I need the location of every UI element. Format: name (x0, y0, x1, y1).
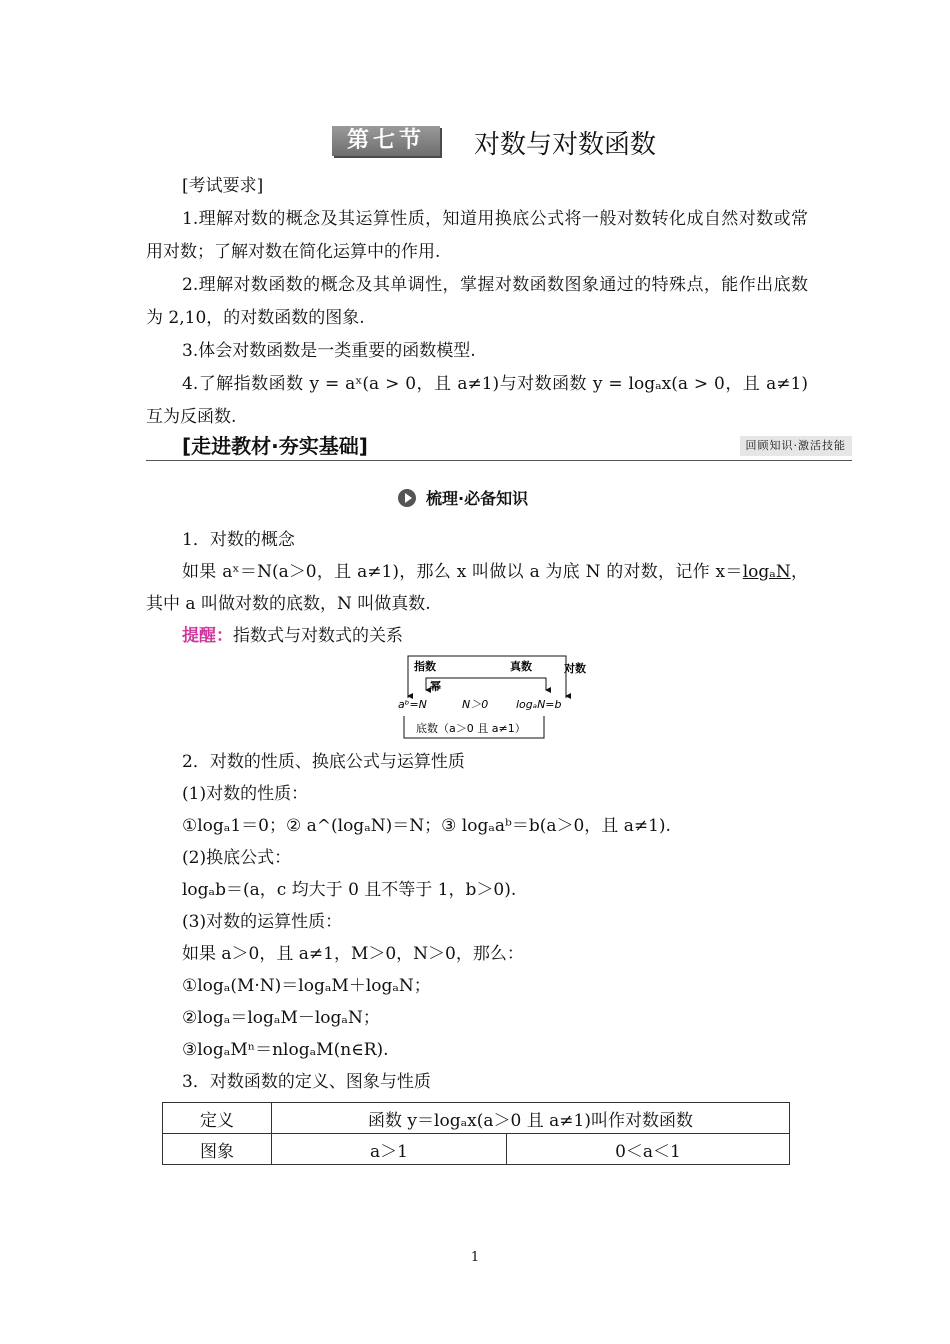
requirement-item: 2.理解对数函数的概念及其单调性，掌握对数函数图象通过的特殊点，能作出底数为 2,10，的对数函数的图象. (146, 275, 808, 328)
play-icon (398, 489, 416, 507)
concept-heading: 1．对数的概念 (182, 530, 295, 550)
section-header (146, 434, 852, 461)
properties-line: ①logₐ1＝0；② a^(logₐN)＝N；③ logₐaᵇ＝b(a＞0，且 a≠1). (182, 816, 671, 836)
hint-line (146, 620, 808, 652)
log-function-table (162, 1102, 790, 1165)
base-label: 底数（a＞0 且 a≠1） (416, 722, 526, 735)
properties-condition: 如果 a＞0，且 a≠1，M＞0，N＞0，那么： (182, 944, 524, 964)
right-formula: logₐN=b (516, 698, 562, 711)
concept-blank: logₐN (742, 562, 791, 582)
operation-rule: ③logₐMⁿ＝nlogₐM(n∈R). (182, 1040, 389, 1060)
subsection-label: 梳理·必备知识 (426, 489, 529, 508)
table-cell: 定义 (163, 1103, 272, 1134)
properties-sub2: (2)换底公式： (182, 848, 292, 868)
label-exponent: 指数 (414, 660, 436, 673)
left-formula: aᵇ=N (398, 698, 427, 711)
section-badge: 第七节 (332, 126, 440, 156)
requirement-item: 4.了解指数函数 y = aˣ(a > 0，且 a≠1)与对数函数 y = logₐx(a > 0，且 a≠1)互为反函数. (146, 374, 808, 427)
section-title: [走进教材·夯实基础] (182, 434, 368, 458)
table-row (163, 1134, 790, 1165)
functions-heading: 3．对数函数的定义、图象与性质 (182, 1072, 431, 1092)
subsection-heading (398, 486, 528, 509)
page-title: 对数与对数函数 (474, 130, 657, 160)
hint-text: 指数式与对数式的关系 (233, 626, 403, 646)
label-condition: N＞0 (462, 698, 489, 711)
concept-block (146, 524, 808, 652)
properties-heading: 2．对数的性质、换底公式与运算性质 (182, 752, 465, 772)
requirement-item: 3.体会对数函数是一类重要的函数模型. (182, 341, 476, 361)
table-cell: a＞1 (272, 1134, 507, 1165)
page-number: 1 (470, 1250, 480, 1265)
requirement-item: 1.理解对数的概念及其运算性质，知道用换底公式将一般对数转化成自然对数或常用对数；了解对数在简化运算中的作用. (146, 209, 808, 262)
inner-bracket (426, 678, 546, 690)
concept-text (146, 556, 808, 620)
table-cell: 0＜a＜1 (507, 1134, 790, 1165)
table-cell: 函数 y＝logₐx(a＞0 且 a≠1)叫作对数函数 (272, 1103, 790, 1134)
requirements-heading: [考试要求] (182, 176, 264, 196)
requirements-block (146, 170, 808, 434)
table-cell: 图象 (163, 1134, 272, 1165)
label-log: 对数 (564, 662, 586, 675)
label-truenum: 真数 (510, 660, 532, 673)
operation-rule: ②logₐ＝logₐM－logₐN； (182, 1008, 380, 1028)
change-base-formula: logₐb＝(a，c 均大于 0 且不等于 1，b＞0). (182, 880, 517, 900)
exp-log-diagram (398, 654, 598, 740)
properties-block (146, 746, 808, 1098)
properties-sub1: (1)对数的性质： (182, 784, 309, 804)
section-tag: 回顾知识·激活技能 (740, 436, 853, 456)
hint-label: 提醒： (182, 626, 233, 646)
concept-text-before: 如果 aˣ＝N(a＞0，且 a≠1)，那么 x 叫做以 a 为底 N 的对数，记作 x＝ (182, 562, 743, 582)
operation-rule: ①logₐ(M·N)＝logₐM＋logₐN； (182, 976, 431, 996)
table-row (163, 1103, 790, 1134)
label-power: 幂 (430, 680, 441, 693)
properties-sub3: (3)对数的运算性质： (182, 912, 343, 932)
concept-text-after: ，其中 a 叫做对数的底数，N 叫做真数. (146, 562, 808, 614)
